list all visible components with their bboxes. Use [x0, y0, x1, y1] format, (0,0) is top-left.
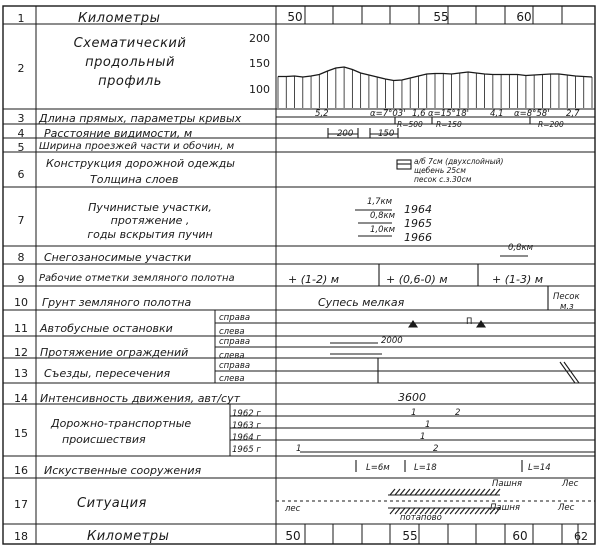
row-label-exits: Съезды, пересечения [44, 367, 171, 380]
row-label-kilometers: Километры [78, 11, 161, 26]
km-mark: 60 [512, 529, 528, 543]
row-number: 8 [17, 251, 25, 264]
structure-length: L=14 [528, 463, 551, 473]
structure-length: L=6м [366, 463, 390, 473]
field-hatch [465, 489, 470, 495]
soil-type-alt: м.з [560, 302, 574, 312]
frost-year: 1964 [404, 203, 432, 216]
row-label-traffic: Интенсивность движения, авт/сут [40, 392, 240, 405]
field-hatch [440, 489, 445, 495]
field-hatch [395, 489, 400, 495]
row-label-structures: Искуственные сооружения [44, 464, 202, 477]
situation-field: Пашня [492, 479, 523, 489]
frost-length: 1,7км [367, 197, 393, 207]
crossing-line [564, 362, 579, 383]
bus-stop-marker [477, 321, 485, 327]
field-hatch [425, 489, 430, 495]
field-hatch [480, 508, 485, 514]
row-number: 7 [17, 214, 25, 227]
accident-count: 1 [411, 408, 417, 418]
row-label-frost-line: Пучинистые участки, [88, 201, 212, 214]
sub-label-left: слева [219, 351, 245, 361]
crossing-line [560, 362, 575, 383]
accident-count: 1 [296, 444, 302, 454]
sub-label-left: слева [219, 327, 245, 337]
row-label-situation: Ситуация [77, 496, 147, 511]
field-hatch [420, 489, 425, 495]
field-hatch [445, 489, 450, 495]
km-mark: 62 [574, 530, 588, 543]
row-label-soil: Грунт земляного полотна [42, 296, 192, 309]
frost-year: 1966 [404, 231, 432, 244]
row-label-profile-line: Схематический [73, 36, 187, 51]
bus-stop-marker [409, 321, 417, 327]
row-label-pavement-line: Конструкция дорожной одежды [46, 157, 235, 170]
curve-angle: α=7°03' [370, 109, 406, 119]
situation-forest: Лес [562, 479, 579, 489]
curve-radius: R=150 [436, 120, 462, 129]
soil-type-alt: Песок [553, 292, 580, 302]
row-number: 14 [14, 392, 28, 405]
km-mark: 50 [285, 529, 301, 543]
situation-village: потапово [400, 513, 442, 523]
row-number: 16 [14, 464, 28, 477]
row-number: 12 [14, 346, 28, 359]
row-number: 13 [14, 367, 28, 380]
row-number: 5 [17, 141, 25, 154]
row-label-frost-line: годы вскрытия пучин [87, 228, 213, 241]
row-label-profile-line: продольный [85, 55, 175, 70]
field-hatch [430, 489, 435, 495]
field-hatch [480, 489, 485, 495]
profile-y-tick: 200 [249, 32, 270, 45]
row-number: 10 [14, 296, 28, 309]
situation-field: Пашня [490, 503, 521, 513]
work-mark: + (1-2) м [288, 273, 340, 286]
curve-angle: α=15°18' [428, 109, 469, 119]
row-number: 17 [14, 498, 28, 511]
row-label-barriers: Протяжение ограждений [40, 346, 189, 359]
bus-stop-pavilion: П [466, 317, 473, 327]
year-label: 1965 г [232, 445, 261, 455]
accident-count: 1 [420, 432, 426, 442]
straight-length: 2,7 [566, 109, 580, 119]
profile-y-tick: 100 [249, 83, 270, 96]
soil-type: Супесь мелкая [318, 296, 405, 309]
field-hatch [470, 489, 475, 495]
frost-length: 0,8км [370, 211, 396, 221]
year-label: 1962 г [232, 409, 261, 419]
accident-count: 2 [433, 444, 439, 454]
row-number: 3 [17, 112, 25, 125]
field-hatch [435, 489, 440, 495]
traffic-value: 3600 [398, 391, 426, 404]
straight-length: 1,6 [412, 109, 426, 119]
visibility-distance: 150 [378, 129, 395, 139]
field-hatch [485, 489, 490, 495]
field-hatch [455, 489, 460, 495]
straight-length: 4,1 [490, 109, 504, 119]
profile-y-tick: 150 [249, 57, 270, 70]
field-hatch [470, 508, 475, 514]
row-label-profile-line: профиль [98, 74, 162, 89]
field-hatch [465, 508, 470, 514]
curve-angle: α=8°58' [514, 109, 550, 119]
km-mark: 55 [402, 529, 418, 543]
field-hatch [400, 489, 405, 495]
curve-radius: R=200 [538, 120, 564, 129]
accident-count: 1 [425, 420, 431, 430]
row-label-accidents-line: Дорожно-транспортные [51, 417, 192, 430]
row-label-visibility: Расстояние видимости, м [44, 127, 193, 140]
curve-radius: R=500 [397, 120, 423, 129]
row-number: 4 [17, 127, 25, 140]
field-hatch [495, 489, 500, 495]
row-label-accidents-line: происшествия [62, 433, 146, 446]
km-mark: 50 [287, 10, 303, 24]
structure-length: L=18 [414, 463, 437, 473]
row-label-straights: Длина прямых, параметры кривых [39, 112, 242, 125]
row-number: 11 [14, 322, 28, 335]
row-label-kilometers-bottom: Километры [87, 529, 170, 544]
row-number: 1 [17, 12, 25, 25]
frost-length: 1,0км [370, 225, 396, 235]
visibility-distance: 200 [337, 129, 354, 139]
field-hatch [475, 508, 480, 514]
field-hatch [450, 489, 455, 495]
sub-label-right: справа [219, 361, 251, 371]
field-hatch [445, 508, 450, 514]
snow-length: 0,8км [508, 243, 534, 253]
field-hatch [455, 508, 460, 514]
field-hatch [410, 489, 415, 495]
field-hatch [460, 489, 465, 495]
row-number: 6 [17, 168, 25, 181]
km-mark: 55 [433, 10, 449, 24]
row-number: 15 [14, 427, 28, 440]
row-number: 2 [17, 62, 25, 75]
row-label-widths: Ширина проезжей части и обочин, м [39, 141, 235, 152]
sub-label-left: слева [219, 374, 245, 384]
field-hatch [450, 508, 455, 514]
field-hatch [390, 489, 395, 495]
field-hatch [390, 508, 395, 514]
field-hatch [415, 489, 420, 495]
year-label: 1964 г [232, 433, 261, 443]
situation-forest: лес [285, 504, 301, 514]
sub-label-right: справа [219, 337, 251, 347]
year-label: 1963 г [232, 421, 261, 431]
row-label-frost-line: протяжение , [110, 214, 190, 227]
barrier-length: 2000 [381, 336, 403, 346]
sub-label-right: справа [219, 313, 251, 323]
row-label-snow: Снегозаносимые участки [44, 251, 192, 264]
pavement-layer: а/б 7см (двухслойный) [414, 157, 504, 166]
work-mark: + (1-3) м [492, 273, 544, 286]
field-hatch [475, 489, 480, 495]
field-hatch [460, 508, 465, 514]
row-label-bus-stops: Автобусные остановки [40, 322, 173, 335]
row-label-pavement-line: Толщина слоев [90, 173, 179, 186]
work-mark: + (0,6-0) м [386, 273, 448, 286]
straight-length: 5,2 [315, 109, 329, 119]
field-hatch [490, 489, 495, 495]
km-mark: 60 [516, 10, 532, 24]
row-number: 9 [17, 273, 25, 286]
situation-forest: Лес [558, 503, 575, 513]
accident-count: 2 [455, 408, 461, 418]
pavement-layer: песок с.з.30см [414, 175, 472, 184]
row-number: 18 [14, 530, 28, 543]
field-hatch [405, 489, 410, 495]
row-label-work-marks: Рабочие отметки земляного полотна [39, 273, 235, 284]
frost-year: 1965 [404, 217, 432, 230]
pavement-layer: щебень 25см [414, 166, 466, 175]
